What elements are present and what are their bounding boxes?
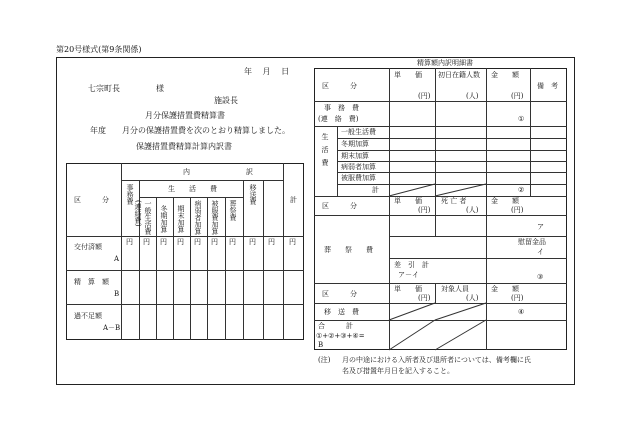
jimuhi: 事 務 費 bbox=[324, 104, 359, 112]
mark2: ② bbox=[518, 186, 525, 194]
renraku: (連 絡 費) bbox=[318, 115, 359, 123]
i-label: イ bbox=[537, 248, 544, 256]
item-kimatsu: 期末加算 bbox=[341, 152, 369, 160]
h-biko: 備 考 bbox=[537, 82, 558, 90]
unit-cell: 円 bbox=[289, 238, 296, 246]
unit-cell: 円 bbox=[177, 238, 184, 246]
seikatsu-vert: 生活費 bbox=[321, 133, 329, 172]
row-sub: B bbox=[114, 290, 120, 298]
col-ippan: 一般生活費 bbox=[144, 200, 152, 235]
unit-cell: 円 bbox=[143, 238, 150, 246]
subtitle: 保護措置費精算計算内訳書 bbox=[136, 142, 232, 151]
header-kubun: 区 分 bbox=[74, 196, 109, 204]
mark1: ① bbox=[518, 115, 525, 123]
addressee: 七宗町長 bbox=[88, 84, 120, 93]
h2-kingaku-unit: (円) bbox=[511, 206, 524, 214]
header-total: 計 bbox=[290, 196, 297, 204]
item-hifuku: 被服費加算 bbox=[341, 174, 376, 182]
row-sub: A－B bbox=[103, 324, 121, 332]
letter-date: 年 月 日 bbox=[244, 67, 290, 76]
body-prefix: 年度 bbox=[90, 126, 106, 135]
h-kingaku-unit: (円) bbox=[511, 92, 524, 100]
item-byojakusha: 病弱者加算 bbox=[341, 163, 376, 171]
h-kubun: 区 分 bbox=[322, 82, 357, 90]
note-prefix: (注) bbox=[318, 356, 331, 364]
row-sub: A bbox=[114, 255, 120, 263]
h3-kubun: 区 分 bbox=[322, 290, 357, 298]
iso: 移 送 費 bbox=[324, 308, 359, 316]
note-line2: 名及び措置年月日を記入すること。 bbox=[342, 367, 454, 375]
total-label: 合 計 bbox=[318, 322, 353, 330]
unit-cell: 円 bbox=[160, 238, 167, 246]
item-ippan: 一般生活費 bbox=[341, 128, 376, 136]
sabiki: 差 引 計 bbox=[394, 261, 429, 269]
h3-kingaku: 金 額 bbox=[491, 285, 519, 293]
h3-kingaku-unit: (円) bbox=[511, 294, 524, 302]
unit-cell: 円 bbox=[229, 238, 236, 246]
h2-kingaku: 金 額 bbox=[491, 197, 519, 205]
col-hifuku: 被服費加算 bbox=[211, 200, 219, 235]
h-kingaku: 金 額 bbox=[491, 71, 519, 79]
kei: 計 bbox=[372, 186, 379, 194]
row-label: 過不足額 bbox=[74, 312, 102, 320]
h2-tanka: 単 価 bbox=[394, 197, 422, 205]
h2-tanka-unit: (円) bbox=[418, 206, 431, 214]
h-nissu: 初日在籍人数 bbox=[438, 71, 480, 79]
honorific: 様 bbox=[156, 84, 164, 93]
total-formula: ①+②+③+④= bbox=[316, 332, 365, 340]
letter-body: 月分の保護措置費を次のとおり精算しました。 bbox=[122, 126, 290, 135]
unit-cell: 円 bbox=[249, 238, 256, 246]
h2-shibo-unit: (人) bbox=[466, 206, 479, 214]
unit-cell: 円 bbox=[211, 238, 218, 246]
item-toki: 冬期加算 bbox=[341, 140, 369, 148]
header-seikatsu: 生 活 費 bbox=[168, 185, 217, 193]
col-kimatsu: 期末加算 bbox=[177, 205, 185, 233]
h3-tanka: 単 価 bbox=[394, 285, 422, 293]
h-tanka: 単 価 bbox=[394, 71, 422, 79]
header-wake: 訳 bbox=[246, 168, 253, 176]
imoryo: 慰留金品 bbox=[518, 238, 546, 246]
h-nissu-unit: (人) bbox=[466, 92, 479, 100]
col-byojakusha: 病弱者加算 bbox=[194, 200, 202, 235]
col-toki: 冬期加算 bbox=[160, 205, 168, 233]
row-label: 精 算 額 bbox=[74, 278, 109, 286]
note-line1: 月の中途における入所者及び退所者については、備考欄に氏 bbox=[342, 356, 531, 364]
col-sosai: 葬祭費 bbox=[229, 200, 237, 221]
detail-title: 精算額内訳明細書 bbox=[417, 59, 473, 67]
h2-shibo: 死 亡 者 bbox=[441, 197, 467, 205]
mark4: ④ bbox=[518, 308, 525, 316]
h3-taisho: 対象人員 bbox=[441, 285, 469, 293]
sosai: 葬 祭 費 bbox=[324, 246, 373, 254]
letter-title: 月分保護措置費精算書 bbox=[145, 111, 225, 120]
unit-cell: 円 bbox=[194, 238, 201, 246]
h3-tanka-unit: (円) bbox=[418, 294, 431, 302]
row-label: 交付済額 bbox=[74, 243, 102, 251]
h3-taisho-unit: (人) bbox=[466, 294, 479, 302]
h2-kubun: 区 分 bbox=[322, 202, 357, 210]
unit-cell: 円 bbox=[268, 238, 275, 246]
ai: ア－イ bbox=[398, 271, 419, 279]
total-b: B bbox=[318, 341, 324, 349]
col-jimuhi: 事務費 bbox=[126, 184, 134, 205]
col-iso: 移送費 bbox=[249, 184, 257, 205]
a-label: ア bbox=[537, 223, 544, 231]
form-id: 第20号様式(第9条関係) bbox=[56, 45, 142, 54]
col-renraku: (連絡費) bbox=[134, 200, 142, 227]
unit-cell: 円 bbox=[126, 238, 133, 246]
h-tanka-unit: (円) bbox=[418, 92, 431, 100]
header-uchi: 内 bbox=[183, 168, 190, 176]
mark3: ③ bbox=[537, 273, 544, 281]
sender: 施設長 bbox=[214, 96, 238, 105]
